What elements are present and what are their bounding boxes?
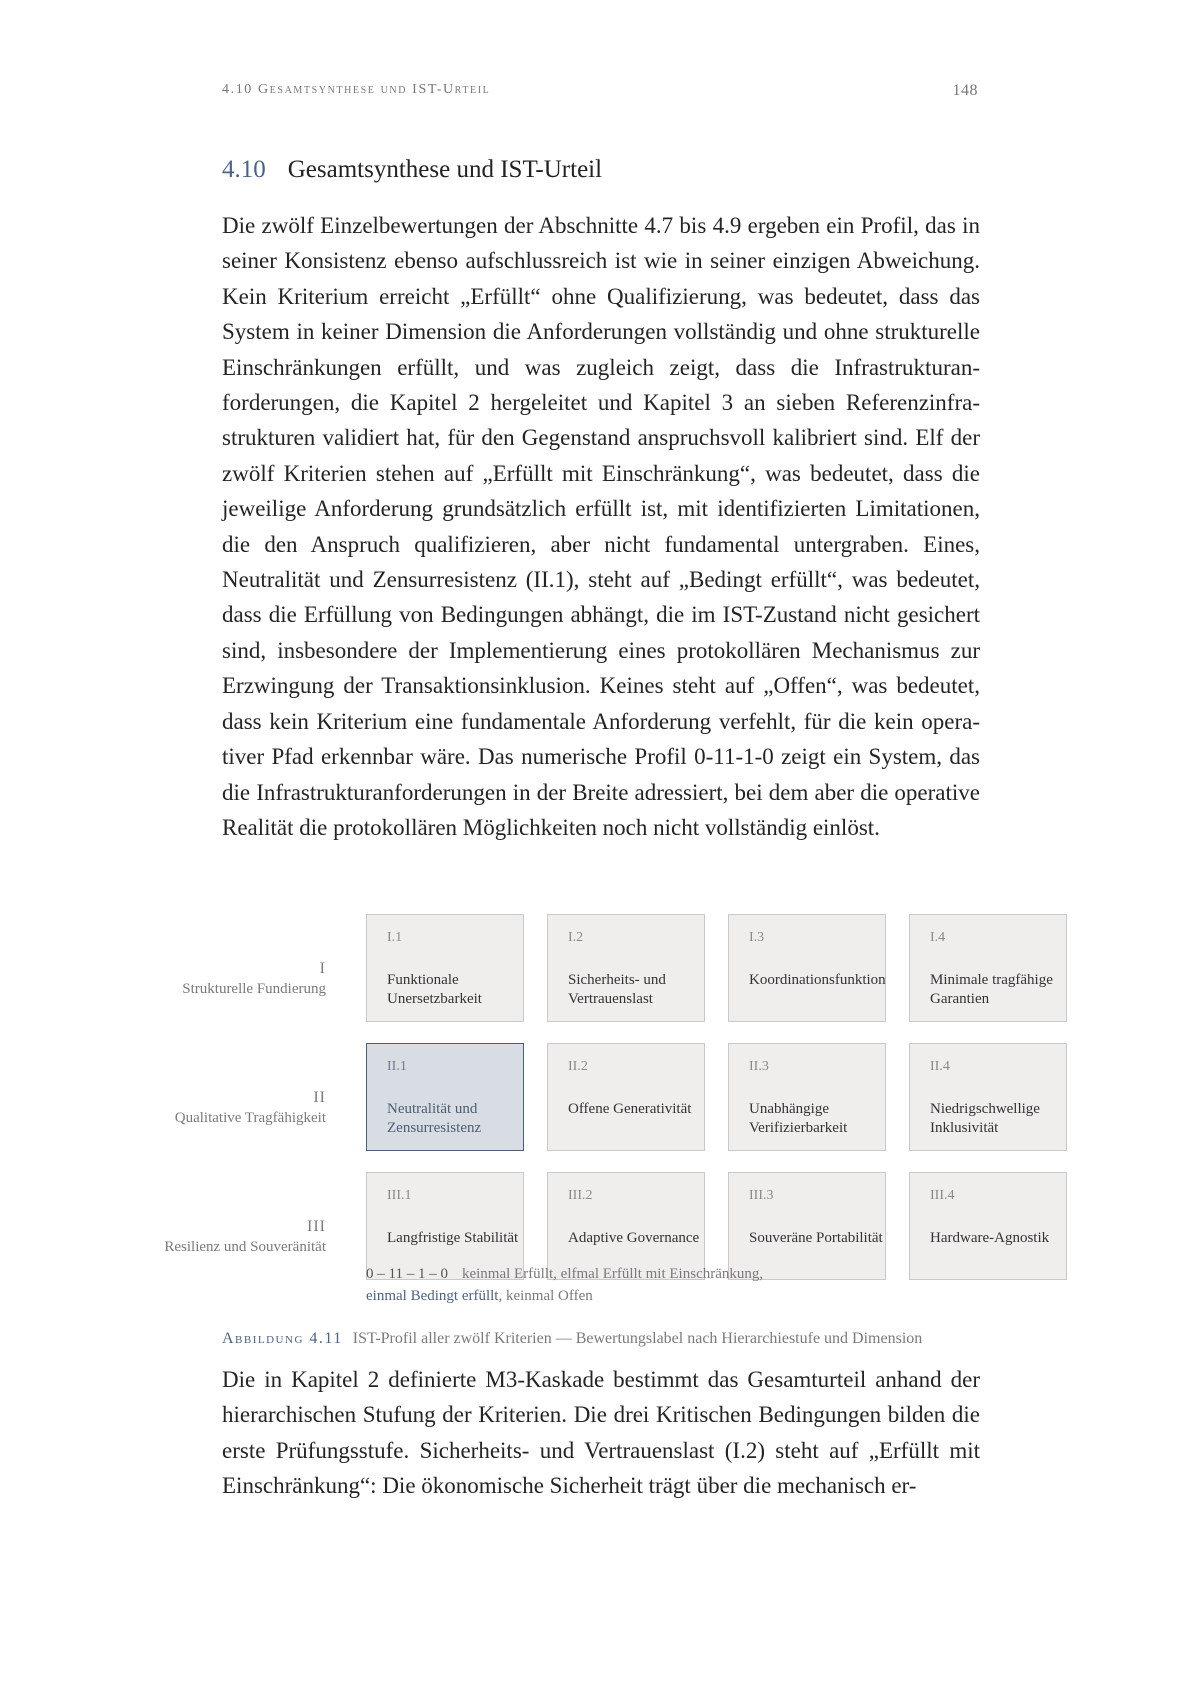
criterion-title: Sicherheits- und Vertrauenslast [568, 972, 666, 1007]
criterion-code: II.1 [387, 1059, 407, 1074]
criterion-code: I.2 [568, 930, 584, 945]
criterion-title: Minimale tragfähige Garantien [930, 972, 1053, 1007]
paragraph-synthesis: Die zwölf Einzelbewertungen der Abschnitte 4.7 bis 4.9 ergeben ein Profil, das in seiner Konsistenz ebenso aufschlussreich ist wie in seiner einzigen Abweichung. Kein Kriterium erreicht „Erfüllt“ ohne Qualifizierung, was bedeutet, dass das System in keiner Dimension die Anforderungen vollständig und ohne strukturelle Einschränkungen erfüllt, und was zugleich zeigt, dass die Infrastrukturanforderungen, die Kapitel 2 hergeleitet und Kapitel 3 an sieben Referenzinfrastrukturen validiert hat, für den Gegenstand anspruchsvoll kalibriert sind. Elf der zwölf Kriterien stehen auf „Erfüllt mit Einschränkung“, was bedeutet, dass die jeweilige Anforderung grundsätzlich erfüllt ist, mit identifizierten Limitationen, die den Anspruch qualifizieren, aber nicht fundamental untergraben. Eines, Neutralität und Zensurresistenz (II.1), steht auf „Bedingt erfüllt“, was bedeutet, dass die Erfüllung von Bedingungen abhängt, die im IST-Zustand nicht gesichert sind, insbesondere der Implementierung eines protokollären Mechanismus zur Erzwingung der Transaktionsinklusion. Keines steht auf „Offen“, was bedeutet, dass kein Kriterium eine fundamentale Anforderung verfehlt, für die kein operativer Pfad erkennbar wäre. Das numerische Profil 0-11-1-0 zeigt ein System, das die Infrastrukturanforderungen in der Breite adressiert, bei dem aber die operative Realität die protokollären Möglichkeiten noch nicht vollständig einlöst. [222, 213, 980, 840]
legend-text: , keinmal Offen [498, 1288, 593, 1304]
criterion-cell-ii-4 [909, 1043, 1067, 1151]
figure-caption [222, 1330, 982, 1348]
running-title: 4.10 Gesamtsynthese und IST-Urteil [222, 82, 491, 97]
page-number: 148 [952, 82, 978, 99]
criterion-title: Offene Generativität [568, 1101, 692, 1117]
criterion-code: I.1 [387, 930, 403, 945]
row-roman: III [307, 1218, 326, 1235]
row-title: Qualitative Tragfähigkeit [174, 1110, 326, 1126]
figure-legend [366, 1263, 763, 1307]
row-label-i [96, 958, 326, 1000]
legend-line-2 [366, 1285, 763, 1307]
criterion-code: III.3 [749, 1188, 774, 1203]
criterion-title: Adaptive Governance [568, 1230, 700, 1246]
caption-text: IST-Profil aller zwölf Kriterien — Bewertungslabel nach Hierarchiestufe und Dimension [352, 1330, 923, 1347]
criterion-cell-iii-4 [909, 1172, 1067, 1280]
criteria-matrix-figure [0, 891, 1191, 1321]
criterion-code: II.3 [749, 1059, 769, 1074]
criterion-cell-i-3 [728, 914, 886, 1022]
criterion-code: III.2 [568, 1188, 593, 1203]
criterion-title: Unabhängige Verifizierbarkeit [749, 1101, 848, 1136]
criterion-title: Souveräne Portabilität [749, 1230, 883, 1246]
row-roman: I [319, 960, 326, 977]
criterion-cell-ii-2 [547, 1043, 705, 1151]
row-label-iii [96, 1216, 326, 1258]
criterion-title: Funktionale Unersetzbarkeit [387, 972, 482, 1007]
criterion-code: I.4 [930, 930, 946, 945]
criterion-cell-ii-1-highlighted [366, 1043, 524, 1151]
criterion-cell-i-4 [909, 914, 1067, 1022]
criterion-cell-ii-3 [728, 1043, 886, 1151]
row-label-ii [96, 1087, 326, 1129]
paragraph-m3-cascade: Die in Kapitel 2 definierte M3-Kaskade bestimmt das Gesamturteil anhand der hierarchischen Stufung der Kriterien. Die drei Kritischen Bedingungen bilden die erste Prüfungsstufe. Sicherheits- und Vertrauenslast (I.2) steht auf „Erfüllt mit Einschränkung“: Die ökonomische Sicherheit trägt über die mechanisch er- [222, 1367, 980, 1499]
criterion-cell-i-2 [547, 914, 705, 1022]
criterion-code: II.4 [930, 1059, 950, 1074]
criterion-cell-i-1 [366, 914, 524, 1022]
row-title: Resilienz und Souveränität [164, 1239, 326, 1255]
criterion-code: II.2 [568, 1059, 588, 1074]
caption-label: Abbildung 4.11 [222, 1330, 343, 1347]
row-title: Strukturelle Fundierung [182, 981, 326, 997]
legend-accent-text: einmal Bedingt erfüllt [366, 1288, 499, 1304]
legend-line-1 [366, 1263, 763, 1285]
criterion-code: I.3 [749, 930, 765, 945]
criterion-code: III.4 [930, 1188, 955, 1203]
criterion-title: Langfristige Stabilität [387, 1230, 519, 1246]
criterion-title: Hardware-Agnostik [930, 1230, 1050, 1246]
legend-profile-code: 0 – 11 – 1 – 0 [366, 1266, 448, 1282]
legend-text: keinmal Erfüllt, elfmal Erfüllt mit Einschränkung, [461, 1266, 764, 1282]
section-number: 4.10 [222, 156, 266, 183]
section-heading [222, 156, 982, 184]
criterion-title: Neutralität und Zensurresistenz [387, 1101, 482, 1136]
criterion-title: Niedrigschwellige Inklusivität [930, 1101, 1040, 1136]
criterion-title: Koordinationsfunktion [749, 972, 886, 988]
row-roman: II [313, 1089, 326, 1106]
section-title: Gesamtsynthese und IST-Urteil [287, 156, 603, 183]
criterion-code: III.1 [387, 1188, 412, 1203]
